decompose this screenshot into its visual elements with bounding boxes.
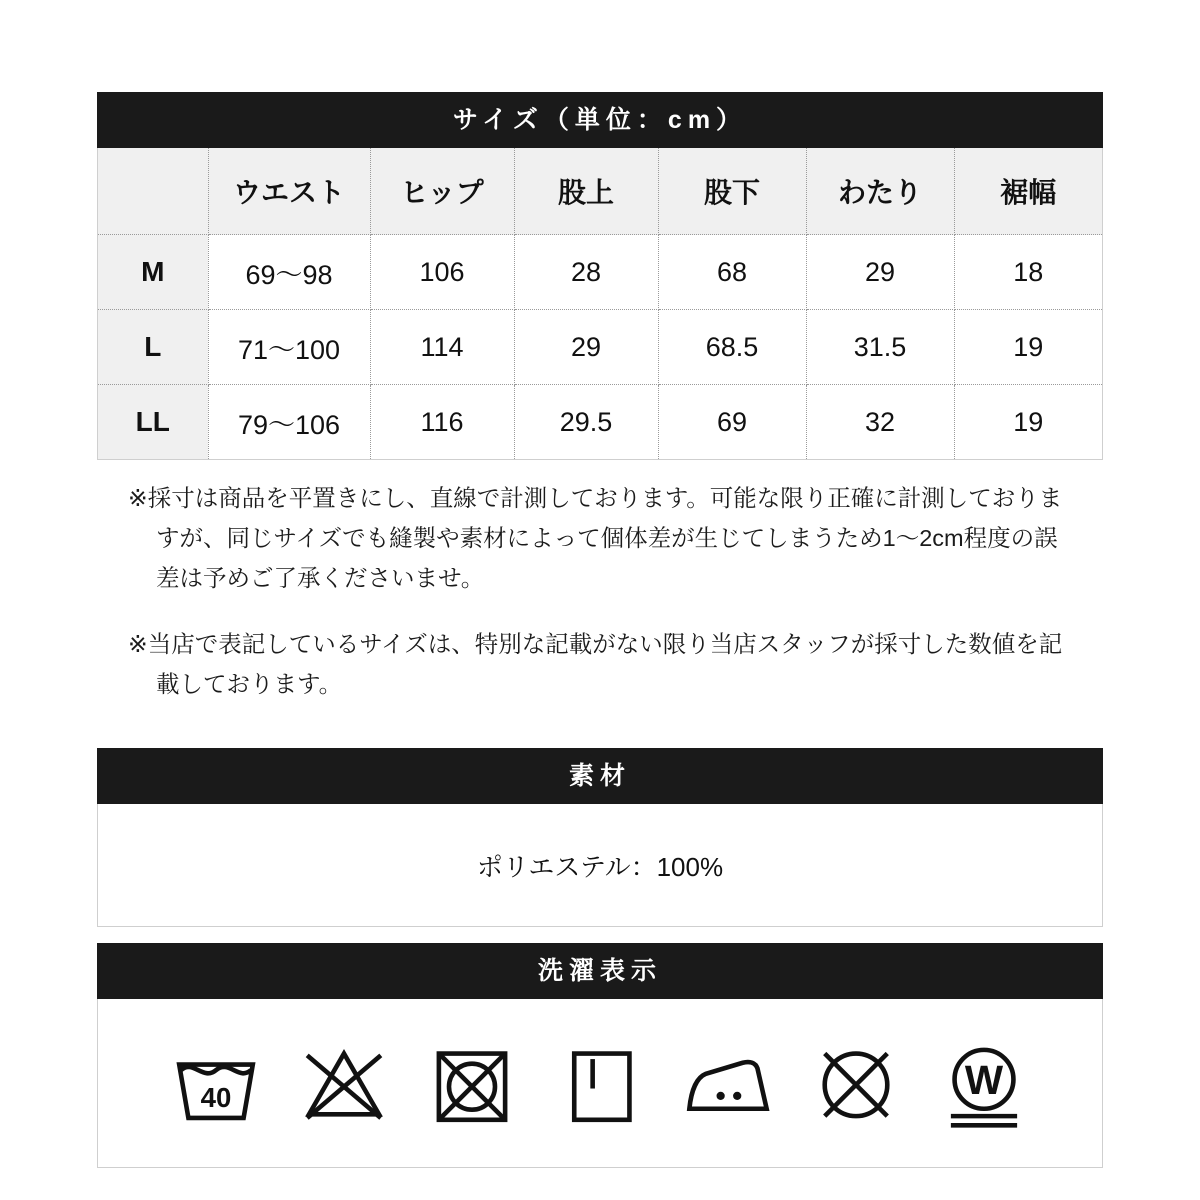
wash-care-section: [97, 943, 1103, 1168]
material-section: [97, 748, 1103, 927]
size-cell-ll-thigh: 32: [806, 385, 954, 460]
line-dry-icon: [554, 1037, 646, 1129]
size-cell-m-thigh: 29: [806, 235, 954, 310]
wash-care-section-header: 洗濯表示: [97, 943, 1103, 999]
size-cell-l-inseam: 68.5: [658, 310, 806, 385]
size-cell-l-rise: 29: [514, 310, 658, 385]
no-dryclean-icon: [810, 1037, 902, 1129]
material-section-body: [97, 804, 1103, 927]
size-cell-m-hip: 106: [370, 235, 514, 310]
wash-40-icon-label: 40: [200, 1081, 232, 1113]
size-cell-m-rise: 28: [514, 235, 658, 310]
iron-low-icon: [682, 1037, 774, 1129]
size-cell-l-hip: 114: [370, 310, 514, 385]
material-value: ポリエステル：100%: [476, 851, 724, 882]
table-row: [98, 310, 1102, 385]
size-table: [98, 148, 1102, 459]
wet-clean-w-icon-label: W: [964, 1057, 1004, 1104]
table-row: [98, 235, 1102, 310]
no-tumble-dry-icon: [426, 1037, 518, 1129]
size-column-hem: 裾幅: [954, 148, 1102, 235]
size-column-inseam: 股下: [658, 148, 806, 235]
size-section: [97, 92, 1103, 460]
note-measurement: [128, 478, 1078, 598]
no-bleach-icon: [298, 1037, 390, 1129]
size-cell-ll-waist: 79〜106: [208, 385, 370, 460]
size-cell-m-waist: 69〜98: [208, 235, 370, 310]
note-store-policy: [128, 624, 1078, 704]
size-cell-ll-inseam: 69: [658, 385, 806, 460]
size-table-corner-cell: [98, 148, 208, 235]
measurement-notes: [128, 478, 1078, 730]
size-column-rise: 股上: [514, 148, 658, 235]
wash-care-icon-row: [97, 999, 1103, 1168]
size-cell-l-thigh: 31.5: [806, 310, 954, 385]
size-cell-l-hem: 19: [954, 310, 1102, 385]
size-column-thigh: わたり: [806, 148, 954, 235]
material-section-header: 素材: [97, 748, 1103, 804]
size-cell-ll-rise: 29.5: [514, 385, 658, 460]
size-cell-l-waist: 71〜100: [208, 310, 370, 385]
size-cell-ll-hem: 19: [954, 385, 1102, 460]
size-column-waist: ウエスト: [208, 148, 370, 235]
size-cell-ll-hip: 116: [370, 385, 514, 460]
table-row: [98, 385, 1102, 460]
size-cell-m-inseam: 68: [658, 235, 806, 310]
size-cell-m-hem: 18: [954, 235, 1102, 310]
size-table-wrapper: [97, 148, 1103, 460]
wet-clean-w-icon: [938, 1037, 1030, 1129]
note-measurement-text: ※採寸は商品を平置きにし、直線で計測しております。可能な限り正確に計測しておりますが、同じサイズでも縫製や素材によって個体差が生じてしまうため1〜2cm程度の誤差は予めご了承くださいませ。: [128, 485, 1063, 591]
note-store-policy-text: ※当店で表記しているサイズは、特別な記載がない限り当店スタッフが採寸した数値を記載しております。: [128, 631, 1063, 697]
size-row-label-ll: LL: [98, 385, 208, 460]
size-row-label-l: L: [98, 310, 208, 385]
size-column-hip: ヒップ: [370, 148, 514, 235]
size-section-header: サイズ（単位：cm）: [97, 92, 1103, 148]
wash-40-icon: [170, 1037, 262, 1129]
size-row-label-m: M: [98, 235, 208, 310]
size-table-header-row: [98, 148, 1102, 235]
